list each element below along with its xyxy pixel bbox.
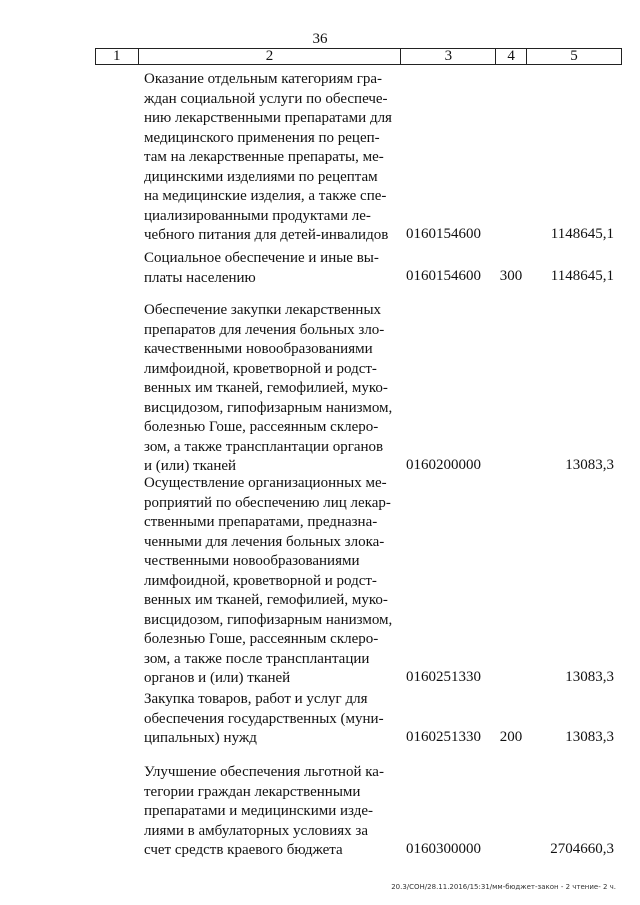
description-line: ственными препаратами, предназна-: [144, 514, 378, 530]
row-description: [144, 763, 394, 861]
description-line: Улучшение обеспечения льготной ка-: [144, 764, 384, 780]
description-line: болезнью Гоше, рассеянным склеро-: [144, 631, 379, 647]
description-line: нию лекарственными препаратами для: [144, 110, 392, 126]
description-line: циализированными продуктами ле-: [144, 207, 371, 224]
description-line: Социальное обеспечение и иные вы-: [144, 250, 379, 266]
row-amount: 1148645,1: [550, 226, 614, 242]
description-line: венных им тканей, гемофилией, муко-: [144, 592, 388, 608]
description-line: Закупка товаров, работ и услуг для: [144, 691, 368, 707]
description-line: органов и (или) тканей: [144, 670, 291, 686]
description-line: препаратов для лечения больных зло-: [144, 321, 385, 338]
row-amount: 13083,3: [565, 729, 614, 745]
description-line: обеспечения государственных (муни-: [144, 710, 384, 727]
description-line: на медицинские изделия, а также спе-: [144, 188, 387, 204]
column-header-1: 1: [96, 49, 139, 65]
description-line: ченными для лечения больных злока-: [144, 533, 385, 550]
description-line: лиями в амбулаторных условиях за: [144, 822, 369, 839]
footer-stamp: 20.3/СОН/28.11.2016/15:31/мм-бюджет-закон - 2 чтение- 2 ч.: [391, 883, 616, 891]
description-line: болезнью Гоше, рассеянным склеро-: [144, 419, 379, 435]
row-code: 0160154600: [406, 268, 481, 284]
row-amount: 1148645,1: [550, 268, 614, 284]
column-header-5: 5: [527, 49, 622, 65]
description-line: платы населению: [144, 269, 256, 286]
column-header-3: 3: [401, 49, 496, 65]
page-number: 36: [312, 31, 328, 47]
description-line: медицинского применения по рецеп-: [144, 129, 380, 146]
row-code: 0160300000: [406, 841, 481, 857]
description-line: роприятий по обеспечению лиц лекар-: [144, 494, 391, 511]
column-header-4: 4: [496, 49, 527, 65]
description-line: чебного питания для детей-инвалидов: [144, 227, 389, 243]
row-amount: 13083,3: [565, 457, 614, 473]
description-line: ципальных) нужд: [144, 730, 257, 746]
column-header-table: [95, 48, 622, 65]
row-amount: 2704660,3: [550, 841, 614, 857]
row-expense-kind: 200: [499, 729, 523, 745]
description-line: Оказание отдельным категориям гра-: [144, 71, 383, 87]
description-line: качественными новообразованиями: [144, 341, 373, 357]
description-line: препаратами и медицинскими изде-: [144, 803, 373, 819]
description-line: Осуществление организационных ме-: [144, 475, 387, 491]
row-description: [144, 690, 394, 749]
description-line: висцидозом, гипофизарным нанизмом,: [144, 611, 393, 628]
description-line: счет средств краевого бюджета: [144, 842, 343, 858]
description-line: и (или) тканей: [144, 458, 237, 474]
description-line: лимфоидной, кроветворной и родст-: [144, 360, 377, 377]
row-description: [144, 249, 394, 288]
description-line: там на лекарственные препараты, ме-: [144, 149, 384, 165]
row-amount: 13083,3: [565, 669, 614, 685]
row-description: [144, 301, 394, 477]
row-description: [144, 70, 394, 246]
description-line: дицинскими изделиями по рецептам: [144, 168, 378, 185]
description-line: ждан социальной услуги по обеспече-: [144, 90, 388, 107]
row-description: [144, 474, 394, 689]
description-line: лимфоидной, кроветворной и родст-: [144, 572, 377, 589]
description-line: венных им тканей, гемофилией, муко-: [144, 380, 388, 396]
column-header-2: 2: [138, 49, 401, 65]
description-line: Обеспечение закупки лекарственных: [144, 302, 382, 318]
row-code: 0160251330: [406, 669, 481, 685]
description-line: зом, а также трансплантации органов: [144, 438, 384, 455]
row-code: 0160154600: [406, 226, 481, 242]
description-line: чественными новообразованиями: [144, 553, 360, 569]
row-code: 0160251330: [406, 729, 481, 745]
row-code: 0160200000: [406, 457, 481, 473]
description-line: зом, а также после трансплантации: [144, 650, 370, 667]
description-line: тегории граждан лекарственными: [144, 783, 361, 800]
description-line: висцидозом, гипофизарным нанизмом,: [144, 399, 393, 416]
row-expense-kind: 300: [499, 268, 523, 284]
